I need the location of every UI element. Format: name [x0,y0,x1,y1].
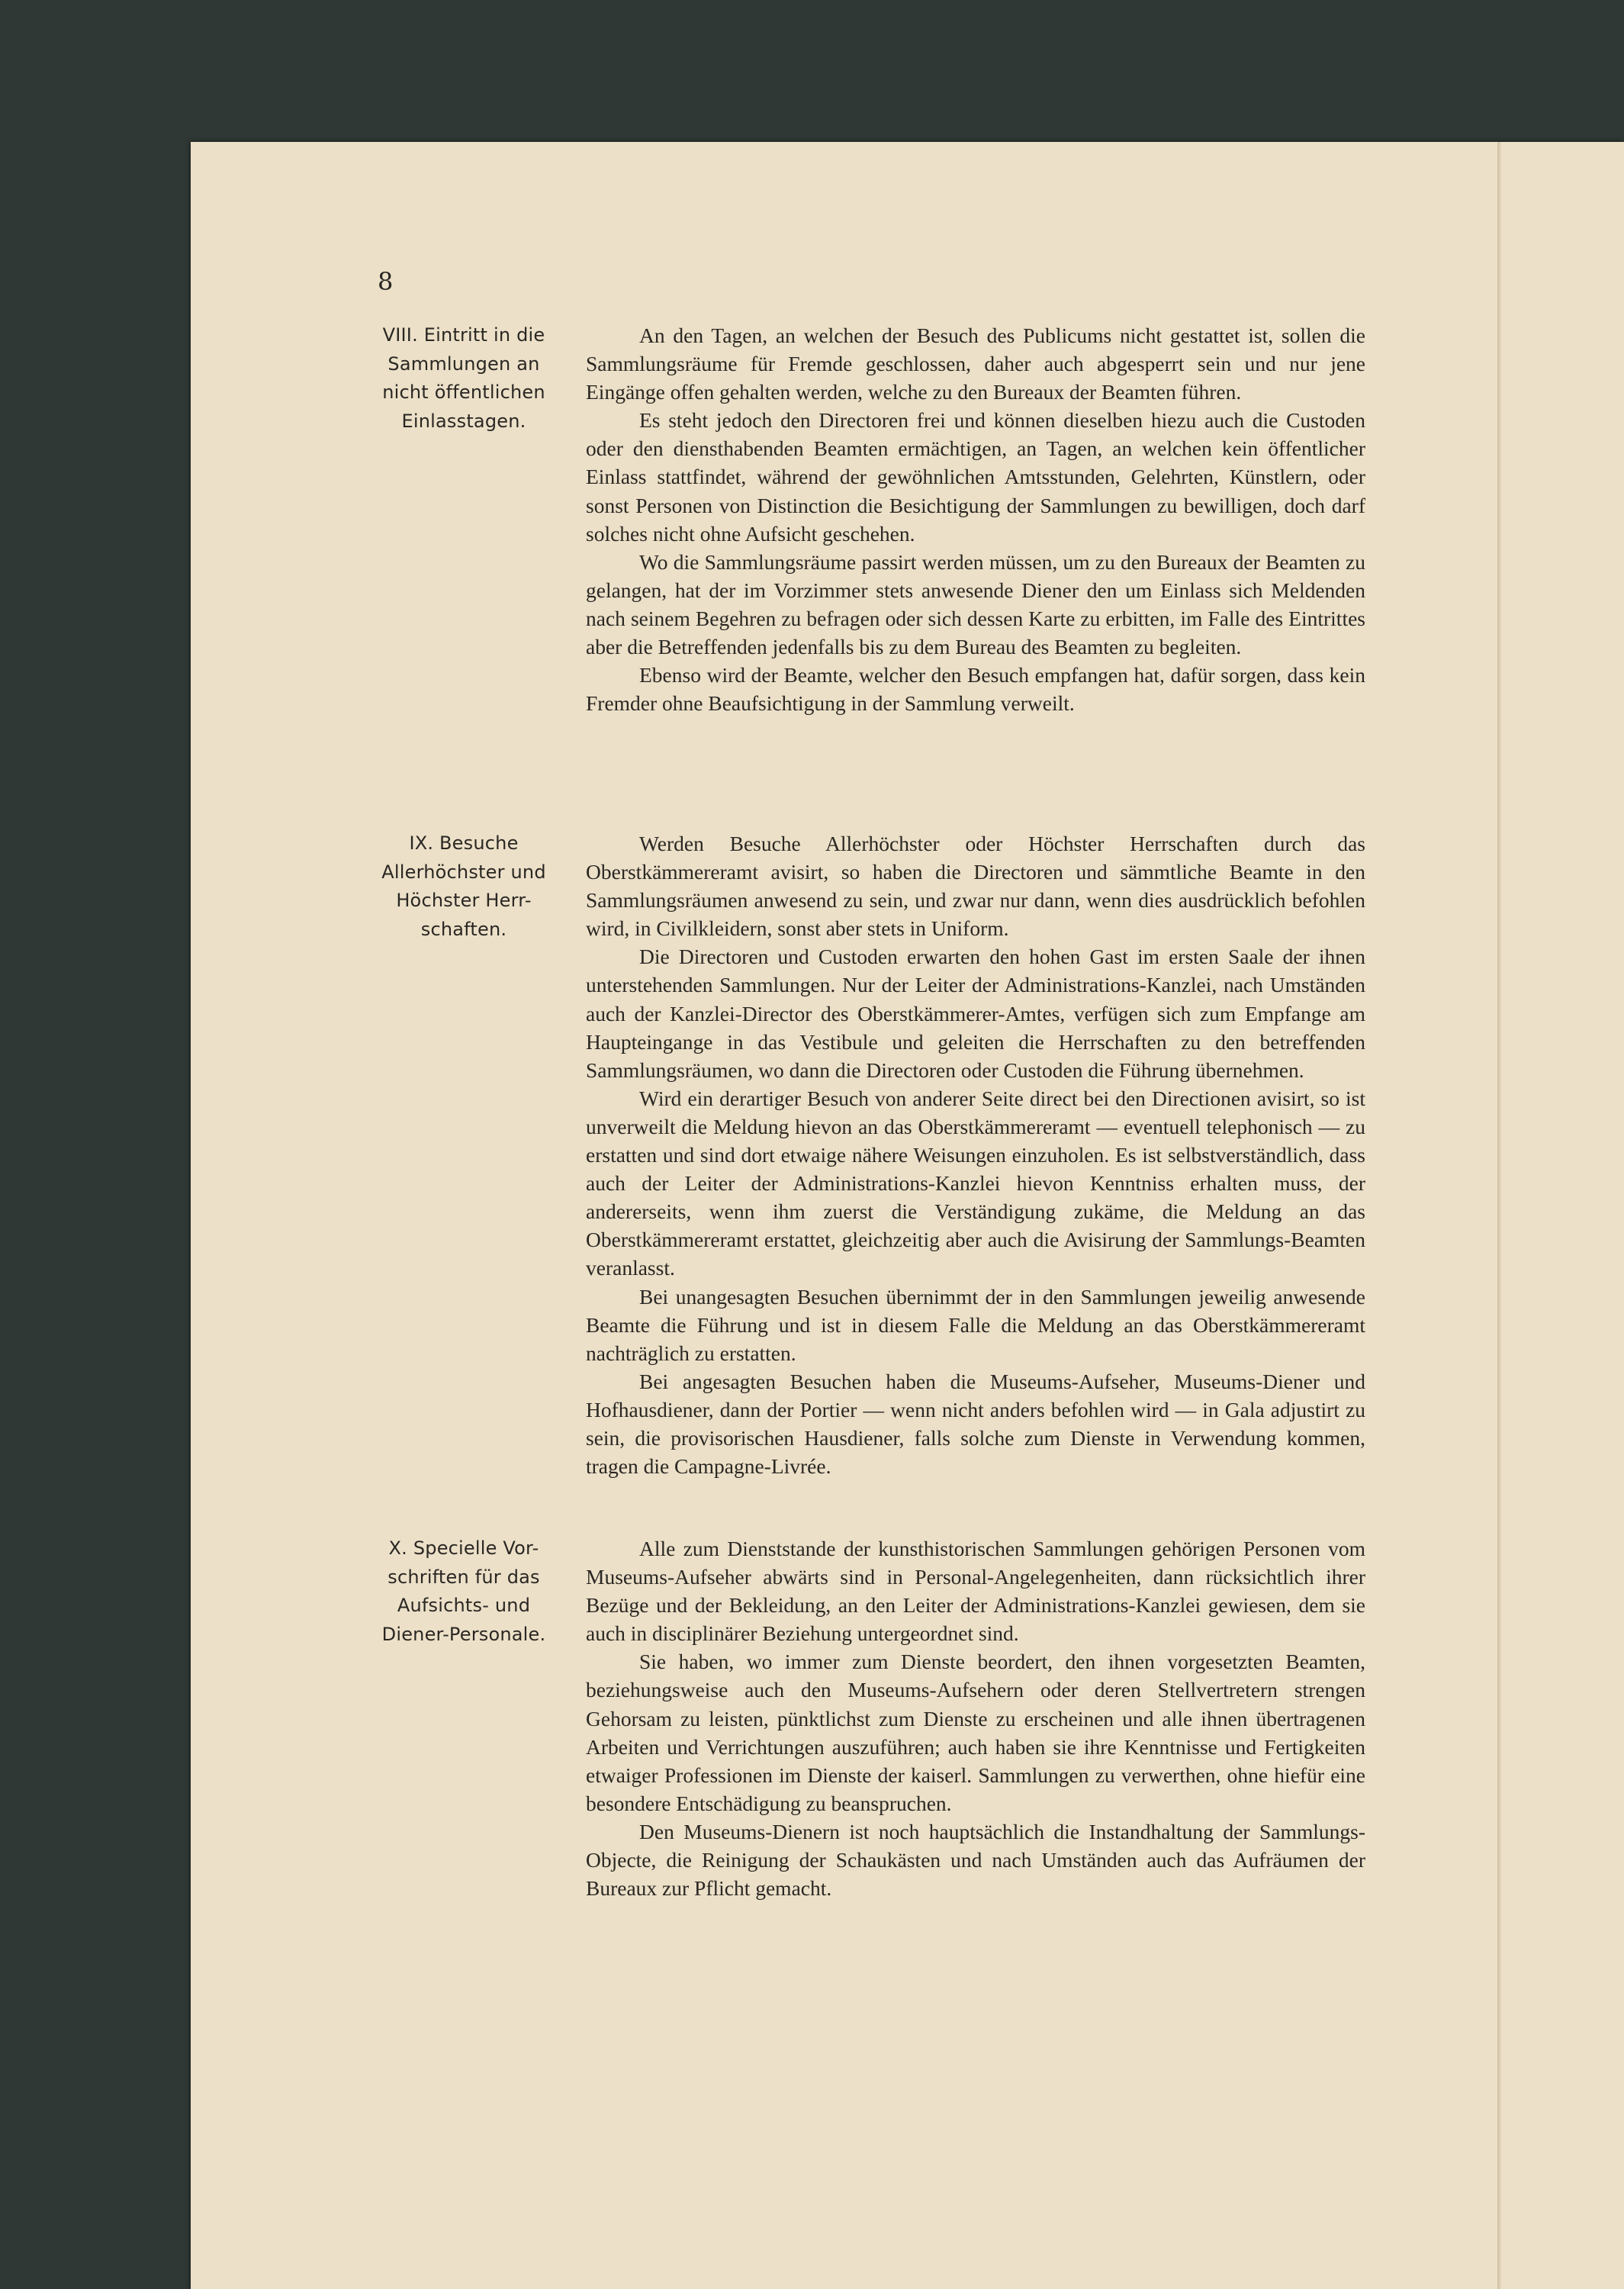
paragraph: Wo die Sammlungsräume passirt werden müssen, um zu den Bureaux der Beamten zu gelangen, hat der im Vorzimmer stets anwesende Diener den um Einlass sich Meldenden nach seinem Begehren zu befragen oder sich dessen Karte zu erbitten, im Falle des Eintrittes aber die Betreffenden jedenfalls bis zu dem Bureau des Beamten zu begleiten. [586,549,1365,659]
paragraph: Bei unangesagten Besuchen übernimmt der in den Sammlungen jeweilig anwesende Beamte die Führung und ist in diesem Falle die Meldung an das Oberstkämmereramt nachträglich zu erstatten. [586,1284,1365,1365]
paragraph: Ebenso wird der Beamte, welcher den Besuch empfangen hat, dafür sorgen, dass kein Fremder ohne Beaufsichtigung in der Sammlung verweilt. [586,663,1365,716]
paragraph: Werden Besuche Allerhöchster oder Höchster Herrschaften durch das Oberstkämmereramt avisirt, so haben die Directoren und sämmtliche Beamte in den Sammlungsräumen anwesend zu sein, und zwar nur dann, wenn dies ausdrücklich befohlen wird, in Civilkleidern, sonst aber stets in Uniform. [586,832,1365,941]
section-heading: IX. Besuche Allerhöchster und Höchster Herr- schaften. [381,832,546,940]
section-body [586,321,1365,717]
page-number: 8 [378,267,394,296]
paragraph: Bei angesagten Besuchen haben die Museums-Aufseher, Museums-Diener und Hofhausdiener, dann der Portier — wenn nicht anders befohlen wird — in Gala adjustirt zu sein, die provisorischen Hausdiener, falls solche zum Dienste in Verwendung kommen, tragen die Campagne-Livrée. [586,1369,1365,1479]
section-body [586,1534,1365,1902]
paragraph: Den Museums-Dienern ist noch hauptsächlich die Instandhaltung der Sammlungs-Objecte, die Reinigung der Schaukästen und nach Umständen auch das Aufräumen der Bureaux zur Pflicht gemacht. [586,1819,1365,1901]
paragraph: An den Tagen, an welchen der Besuch des Publicums nicht gestattet ist, sollen die Sammlungsräume für Fremde geschlossen, daher auch abgesperrt sein und nur jene Eingänge offen gehalten werden, welche zu den Bureaux der Beamten führen. [586,324,1365,404]
paragraph: Die Directoren und Custoden erwarten den hohen Gast im ersten Saale der ihnen unterstehenden Sammlungen. Nur der Leiter der Administrations-Kanzlei, nach Umständen auch der Kanzlei-Director des Oberstkämmerer-Amtes, verfügen sich zum Empfange am Haupteingange in das Vestibule und geleiten die Herrschaften zu den betreffenden Sammlungsräumen, wo dann die Directoren oder Custoden die Führung übernehmen. [586,945,1365,1082]
paragraph: Sie haben, wo immer zum Dienste beordert, den ihnen vorgesetzten Beamten, beziehungsweise auch den Museums-Aufsehern oder deren Stellvertretern strengen Gehorsam zu leisten, pünktlichst zum Dienste zu erscheinen und alle ihnen übertragenen Arbeiten und Verrichtungen auszuführen; auch haben sie ihre Kenntnisse und Fertigkeiten etwaiger Professionen im Dienste der kaiserl. Sammlungen zu verwerthen, ohne hiefür eine besondere Entschädigung zu beanspruchen. [586,1650,1365,1815]
paragraph: Es steht jedoch den Directoren frei und können dieselben hiezu auch die Custoden oder den diensthabenden Beamten ermächtigen, an Tagen, an welchen kein öffentlicher Einlass stattfindet, während der gewöhnlichen Amtsstunden, Gelehrten, Künstlern, oder sonst Personen von Distinction die Besichtigung der Sammlungen zu bewilligen, doch darf solches nicht ohne Aufsicht geschehen. [586,408,1365,546]
section-heading: X. Specielle Vor- schriften für das Aufsichts- und Diener-Personale. [381,1537,546,1645]
paragraph: Alle zum Dienststande der kunsthistorischen Sammlungen gehörigen Personen vom Museums-Aufseher abwärts sind in Personal-Angelegenheiten, dann rücksichtlich ihrer Bezüge und der Bekleidung, an den Leiter der Administrations-Kanzlei gewiesen, dem sie auch in disciplinärer Beziehung untergeordnet sind. [586,1537,1365,1646]
page-fold [1497,142,1501,2289]
section-heading: VIII. Eintritt in die Sammlungen an nicht öffentlichen Einlasstagen. [382,324,545,432]
section-body [586,829,1365,1480]
paragraph: Wird ein derartiger Besuch von anderer Seite direct bei den Directionen avisirt, so ist unverweilt die Meldung hievon an das Oberstkämmereramt — eventuell telephonisch — zu erstatten und sind dort etwaige nähere Weisungen einzuholen. Es ist selbstverständlich, dass auch der Leiter der Administrations-Kanzlei hievon Kenntniss erhalten muss, der andererseits, wenn ihm zuerst die Verständigung zukäme, die Meldung an das Oberstkämmereramt erstattet, gleichzeitig aber auch die Avisirung der Sammlungs-Beamten veranlasst. [586,1086,1365,1280]
